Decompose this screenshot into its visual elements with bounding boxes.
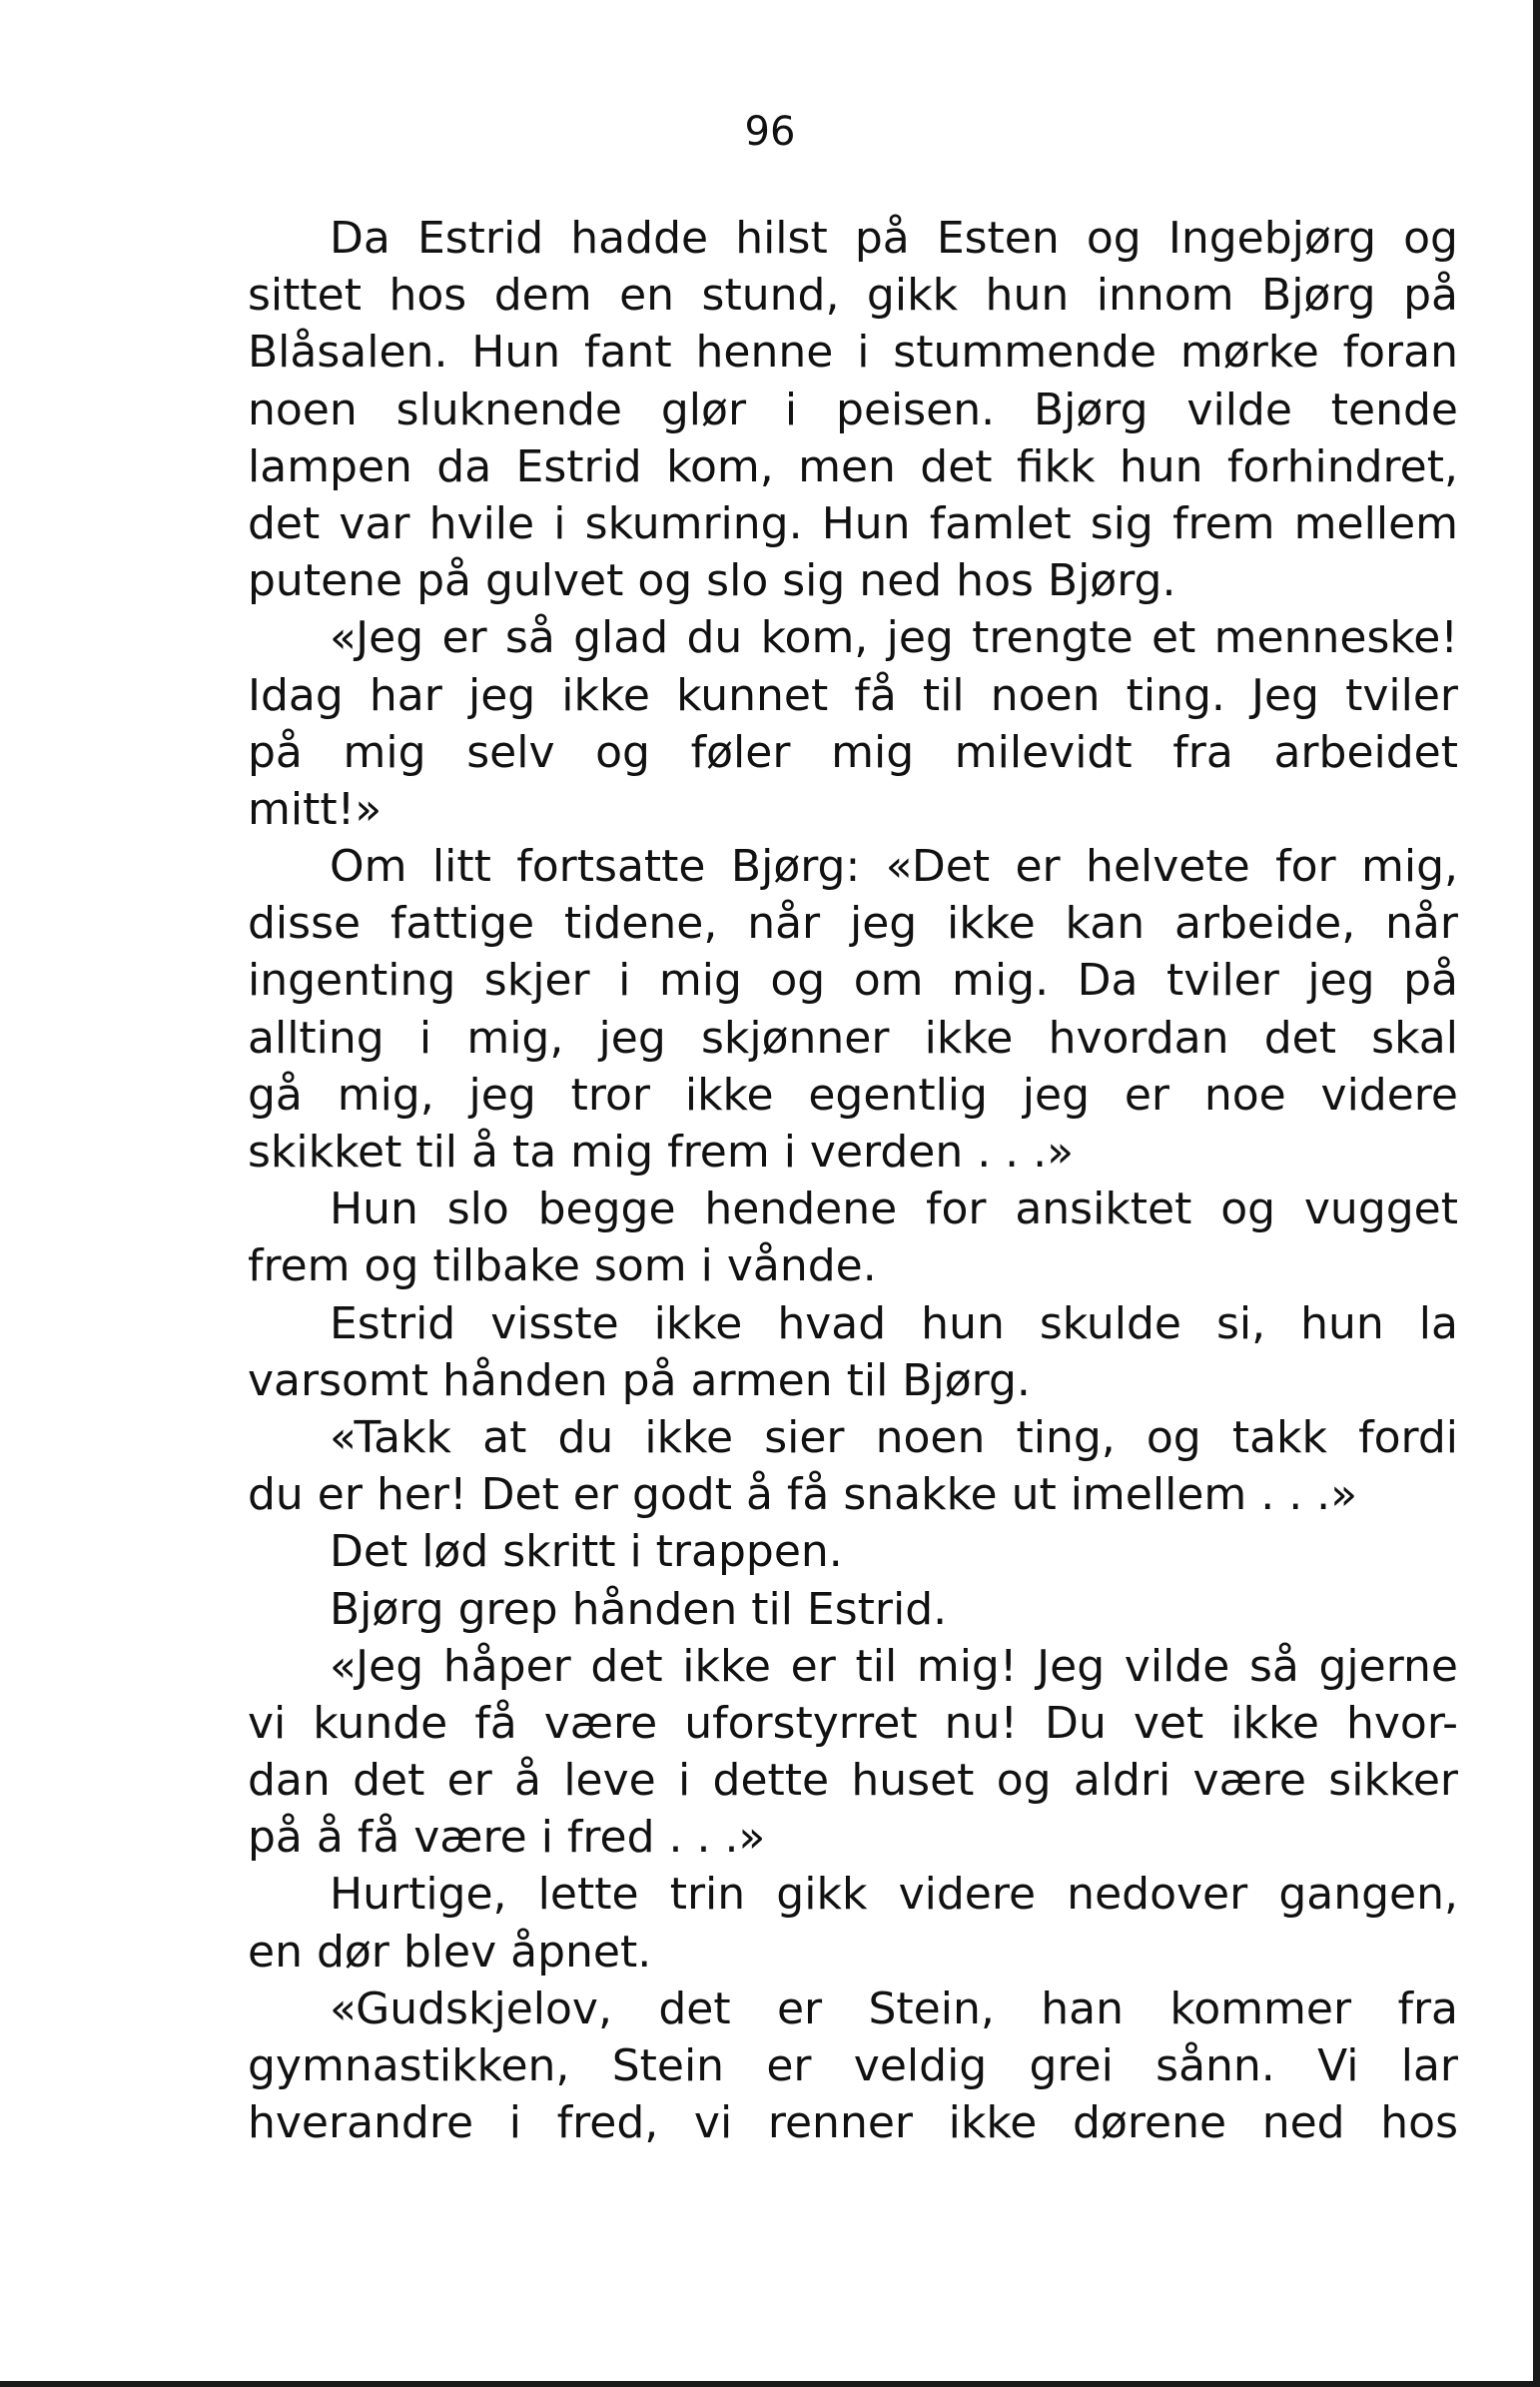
text-line: ingenting skjer i mig og om mig. Da tviler jeg på [248,955,1458,1007]
text-line: dan det er å leve i dette huset og aldri være sikker [248,1755,1458,1807]
text-line: Bjørg grep hånden til Estrid. [330,1583,948,1635]
text-line: putene på gulvet og slo sig ned hos Bjørg. [248,555,1176,607]
text-line: allting i mig, jeg skjønner ikke hvordan det skal [248,1012,1458,1064]
text-line: gymnastikken, Stein er veldig grei sånn. Vi lar [248,2040,1458,2091]
text-line: «Jeg håper det ikke er til mig! Jeg vilde så gjerne [330,1640,1458,1692]
text-line: hverandre i fred, vi renner ikke dørene ned hos [248,2097,1458,2149]
text-line: du er her! Det er godt å få snakke ut imellem . . .» [248,1469,1358,1521]
text-line: lampen da Estrid kom, men det fikk hun forhindret, [248,440,1458,492]
text-line: skikket til å ta mig frem i verden . . .» [248,1127,1075,1178]
text-line: «Jeg er så glad du kom, jeg trengte et menneske! [330,612,1458,664]
text-line: Det lød skritt i trappen. [330,1526,843,1578]
text-line: Idag har jeg ikke kunnet få til noen ting. Jeg tviler [248,669,1458,721]
text-line: det var hvile i skumring. Hun famlet sig frem mellem [248,497,1458,549]
text-line: Da Estrid hadde hilst på Esten og Ingebjørg og [330,213,1458,264]
text-line: mitt!» [248,783,383,835]
text-line: noen sluknende glør i peisen. Bjørg vilde tende [248,384,1458,435]
scan-edge-right [1533,0,1540,2387]
text-line: en dør blev åpnet. [248,1926,652,1978]
text-line: på å få være i fred . . .» [248,1812,766,1864]
text-line: varsomt hånden på armen til Bjørg. [248,1354,1031,1406]
text-line: Om litt fortsatte Bjørg: «Det er helvete for mig, [330,841,1458,893]
text-line: vi kunde få være uforstyrret nu! Du vet ikke hvor- [248,1697,1458,1749]
text-line: «Gudskjelov, det er Stein, han kommer fra [330,1983,1458,2034]
page-number: 96 [744,109,796,155]
text-line: sittet hos dem en stund, gikk hun innom Bjørg på [248,270,1458,322]
scan-edge-bottom [0,2381,1540,2387]
text-line: Blåsalen. Hun fant henne i stummende mørke foran [248,327,1458,379]
text-line: Estrid visste ikke hvad hun skulde si, hun la [330,1297,1458,1349]
text-line: gå mig, jeg tror ikke egentlig jeg er noe videre [248,1069,1458,1121]
text-line: frem og tilbake som i vånde. [248,1240,877,1292]
text-line: disse fattige tidene, når jeg ikke kan arbeide, når [248,898,1458,950]
text-line: Hun slo begge hendene for ansiktet og vugget [330,1184,1458,1235]
body-text [248,210,1458,2151]
text-line: på mig selv og føler mig milevidt fra arbeidet [248,726,1458,778]
text-line: «Takk at du ikke sier noen ting, og takk fordi [330,1411,1458,1463]
text-line: Hurtige, lette trin gikk videre nedover gangen, [330,1869,1458,1921]
